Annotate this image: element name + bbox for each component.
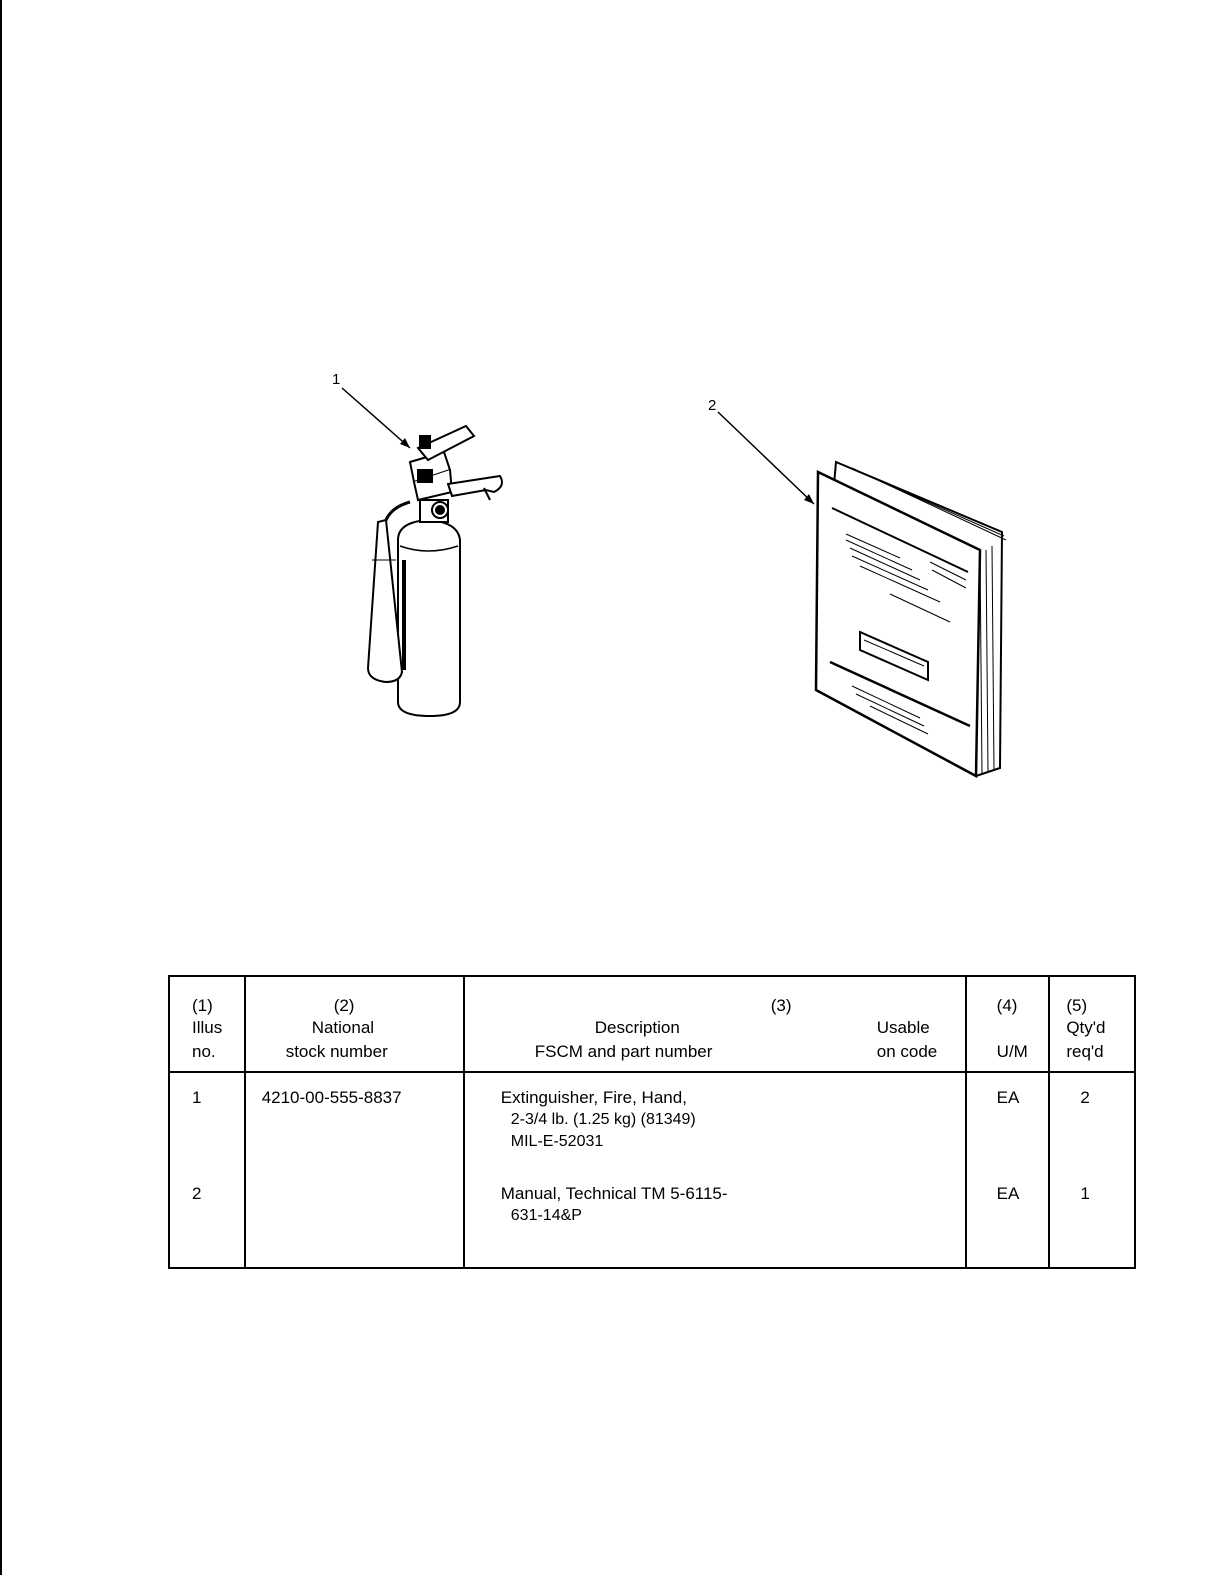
header-unit-of-measure: (4) U/M bbox=[966, 976, 1050, 1072]
callout-2-label: 2 bbox=[708, 397, 717, 414]
header-national-stock-number: (2) National stock number bbox=[245, 976, 464, 1072]
description-cell: Extinguisher, Fire, Hand, 2-3/4 lb. (1.25 kg) (81349) MIL-E-52031 Manual, Technical TM 5-6115- 631-14&P bbox=[464, 1072, 966, 1268]
callout-1-label: 1 bbox=[332, 371, 341, 388]
illus-no-cell: 1 2 bbox=[169, 1072, 245, 1268]
technical-manual-icon bbox=[816, 462, 1006, 776]
header-description: (3) Description FSCM and part number Usable on code bbox=[464, 976, 966, 1072]
qty-cell: 2 1 bbox=[1049, 1072, 1135, 1268]
nsn-cell: 4210-00-555-8837 bbox=[245, 1072, 464, 1268]
header-illus-no: (1) Illus no. bbox=[169, 976, 245, 1072]
fire-extinguisher-icon bbox=[368, 426, 502, 716]
header-qty-required: (5) Qty'd req'd bbox=[1049, 976, 1135, 1072]
um-cell: EA EA bbox=[966, 1072, 1050, 1268]
table-row bbox=[169, 1072, 1135, 1268]
repair-parts-table bbox=[168, 975, 1136, 1269]
callout-1-leader bbox=[342, 388, 410, 448]
callout-2-leader bbox=[718, 412, 814, 504]
table-header-row bbox=[169, 976, 1135, 1072]
